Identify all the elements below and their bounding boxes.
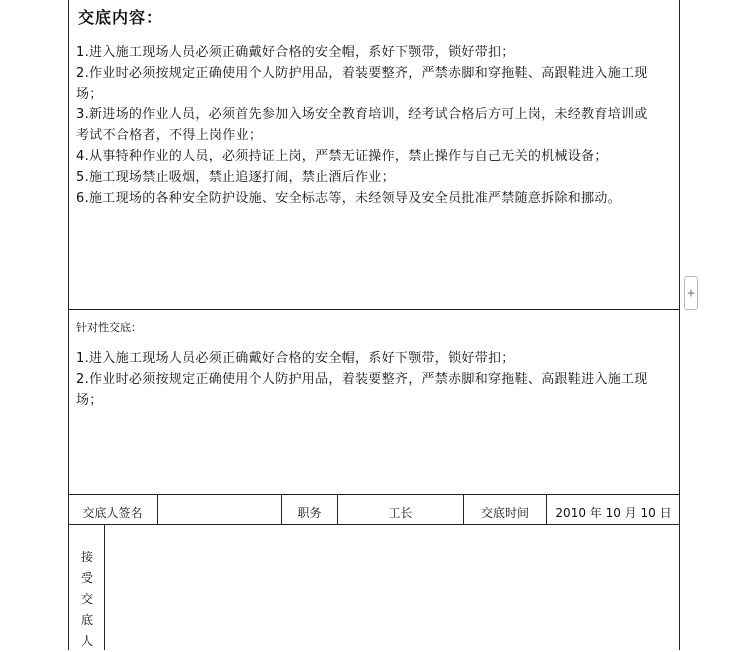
list-item: 1.进入施工现场人员必须正确戴好合格的安全帽，系好下颚带，锁好带扣； xyxy=(76,45,515,60)
position-value: 工长 xyxy=(337,494,463,524)
disclosure-content-heading: 交底内容： xyxy=(78,8,164,27)
signature-row xyxy=(69,494,679,525)
receivers-label-cell xyxy=(69,524,105,650)
list-item: 5.施工现场禁止吸烟，禁止追逐打闹，禁止酒后作业； xyxy=(76,169,395,185)
targeted-disclosure-list xyxy=(76,349,651,411)
targeted-disclosure-heading: 针对性交底： xyxy=(76,321,142,334)
receivers-section xyxy=(69,524,679,650)
disclosure-time-value: 2010 年 10 月 10 日 xyxy=(546,494,680,524)
list-item: 2.作业时必须按规定正确使用个人防护用品，着装要整齐，严禁赤脚和穿拖鞋、高跟鞋进入施工现场； xyxy=(76,65,648,102)
disclosure-content-section xyxy=(69,0,679,310)
presenter-signature-label: 交底人签名 xyxy=(82,506,143,520)
presenter-signature-field[interactable] xyxy=(157,494,281,524)
position-label: 职务 xyxy=(281,494,337,524)
disclosure-form xyxy=(68,0,680,650)
plus-icon[interactable]: + xyxy=(684,276,698,310)
list-item: 4.从事特种作业的人员，必须持证上岗，严禁无证操作，禁止操作与自己无关的机械设备； xyxy=(76,148,608,164)
list-item: 2.作业时必须按规定正确使用个人防护用品，着装要整齐，严禁赤脚和穿拖鞋、高跟鞋进入施工现场； xyxy=(76,371,648,408)
targeted-disclosure-section xyxy=(69,309,679,495)
disclosure-time-label: 交底时间 xyxy=(463,494,546,524)
list-item: 3.新进场的作业人员，必须首先参加入场安全教育培训，经考试合格后方可上岗，未经教育培训或考试不合格者，不得上岗作业； xyxy=(76,107,648,144)
receivers-label: 接受交底人 xyxy=(80,550,93,648)
list-item: 1.进入施工现场人员必须正确戴好合格的安全帽，系好下颚带，锁好带扣； xyxy=(76,351,515,366)
list-item: 6.施工现场的各种安全防护设施、安全标志等，未经领导及安全员批准严禁随意拆除和挪动。 xyxy=(76,190,622,206)
disclosure-content-list xyxy=(76,43,651,209)
